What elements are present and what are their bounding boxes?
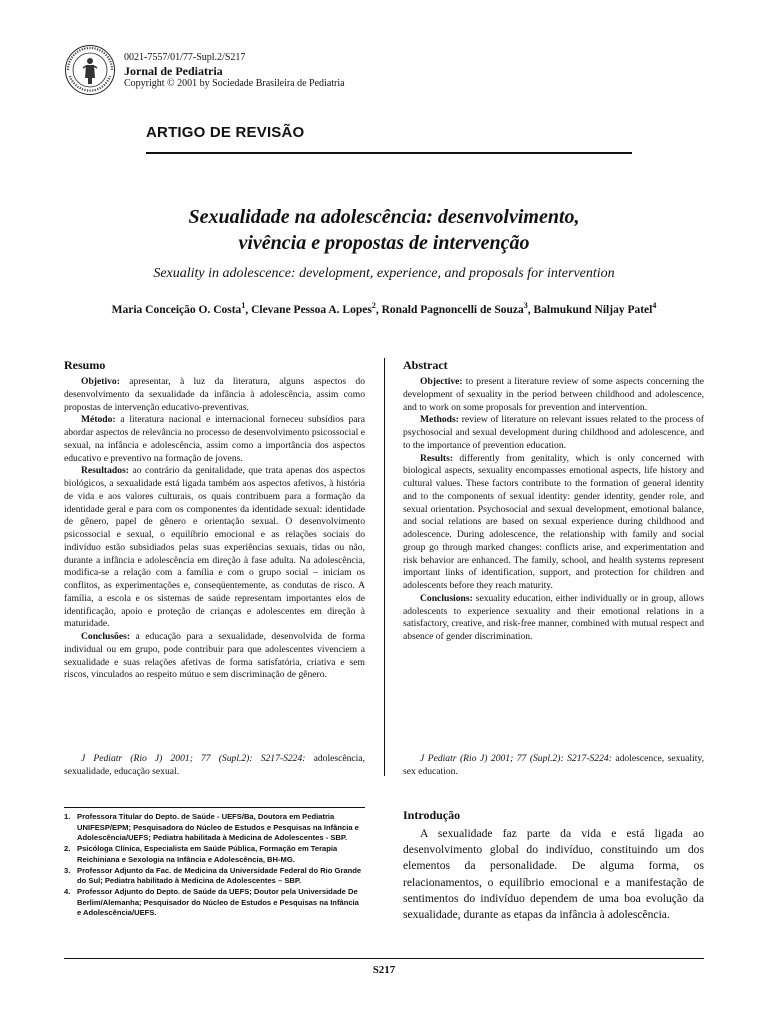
- journal-header: [124, 52, 424, 90]
- article-title-en: Sexuality in adolescence: development, experience, and proposals for intervention: [153, 266, 615, 281]
- abstract-results: [403, 453, 704, 593]
- author-affiliation-mark: 4: [652, 301, 657, 310]
- abstract-methods-label: Methods:: [420, 414, 459, 426]
- footnote-rule: [64, 807, 365, 808]
- footnote-item: [64, 844, 365, 865]
- footnote-number: 3.: [64, 865, 71, 875]
- abstract-conclusions-label: Conclusions:: [420, 592, 473, 604]
- author-list: [64, 298, 704, 318]
- abstract-conclusions-text: sexuality education, either individually or in group, allows adolescents to experience sexuality and their emotional relations in a satisfactory, creative, and risk-free manner, combined with mutual respect and absence of gender discrimination.: [403, 592, 704, 642]
- introducao-heading: Introdução: [403, 808, 461, 822]
- footnote-number: 1.: [64, 812, 71, 821]
- author-affiliation-mark: 1: [241, 301, 246, 310]
- author-separator: ,: [245, 303, 252, 316]
- introducao-text: A sexualidade faz parte da vida e está ligada ao desenvolvimento global do indivíduo, constituindo um dos elementos da personalidade. De alguma forma, os relacionamentos, o equilíbrio emocional e a manifestação de sentimentos do indivíduo dependem de uma boa evolução da sexualidade, durante as etapas da infância à adolescência.: [403, 827, 704, 922]
- footnote-number: 4.: [64, 886, 71, 896]
- abstract-methods-text: review of literature on relevant issues related to the process of psychosocial and sexual development during childhood and adolescence, and to the importance of prevention education.: [403, 414, 704, 451]
- journal-name: Jornal de Pediatria: [124, 64, 223, 78]
- footnote-item: [64, 812, 365, 844]
- resumo-metodo: [64, 414, 365, 465]
- abstract-body: [403, 376, 704, 644]
- footer-rule: [64, 958, 704, 959]
- abstract-objective-label: Objective:: [420, 376, 463, 387]
- abstract-results-label: Results:: [420, 452, 454, 464]
- author-separator: ,: [375, 303, 382, 316]
- resumo-resultados-label: Resultados:: [81, 465, 129, 477]
- page-number: S217: [372, 964, 396, 976]
- copyright: Copyright © 2001 by Sociedade Brasileira de Pediatria: [124, 78, 345, 89]
- article-title-pt: [64, 204, 704, 256]
- resumo-objetivo-text: apresentar, à luz da literatura, alguns aspectos do desenvolvimento da sexualidade da infância à adolescência, assim como propostas de intervenção educativo-preventivas.: [64, 376, 365, 413]
- section-heading: ARTIGO DE REVISÃO: [146, 124, 305, 141]
- resumo-resultados-text: ao contrário da genitalidade, que trata apenas dos aspectos biológicos, a sexualidade está ligada também aos aspectos afetivos, à história de vida e aos valores culturais, os quais contribuem para a formação da identidade geral e para com os componentes da identidade sexual: identidade de gênero, papel de gênero e orientação sexual. O desenvolvimento psicossocial e sexual, o equilíbrio emocional e as relações sociais do indivíduo estão subsidiados pelas suas experiências sexuais, tidas ou não, durante a infância e adolescência em direção à fase adulta. Na adolescência, modifica-se a relação com a família e com o grupo social – iniciam os conflitos, as experimentações e, conseqüentemente, as condutas de risco. A família, a escola e os sistemas de saúde representam importantes elos de identificação, apoio e proteção de crianças e adolescentes em direção à maturidade.: [64, 465, 365, 630]
- abstract-results-text: differently from genitality, which is only concerned with biological aspects, sexuality encompasses emotional aspects, life history and cultural values. These factors contribute to the formation of general identity and to the components of sexual identity: gender identity, gender role, and sexual orientation. Psychosocial and sexual development, emotional balance, and social relations are based on sexual experience during childhood and adolescence. During adolescence, the relationship with family and social group go through marked changes: conflicts arise, and experimentation and risk behavior are enhanced. The family, school, and health systems represent important links of identification, support, and protection for children and adolescents before they reach maturity.: [403, 452, 704, 591]
- author-name: Ronald Pagnoncelli de Souza: [381, 303, 524, 316]
- abstract-keywords: [403, 753, 704, 779]
- resumo-conclusoes-text: a educação para a sexualidade, desenvolvida de forma individual ou em grupo, pode contribuir para que adolescentes vivenciem a sexualidade e suas relações afetivas de forma satisfatória, criativa e sem riscos, vinculados ao respeito mútuo e sem discriminação de gênero.: [64, 631, 365, 681]
- footnote-item: [64, 866, 365, 887]
- abstract-citation: J Pediatr (Rio J) 2001; 77 (Supl.2): S217-S224:: [420, 753, 612, 764]
- resumo-objetivo: [64, 376, 365, 414]
- title-pt-line-1: Sexualidade na adolescência: desenvolvimento,: [188, 206, 580, 228]
- resumo-citation: J Pediatr (Rio J) 2001; 77 (Supl.2): S217-S224:: [81, 753, 306, 764]
- resumo-resultados: [64, 465, 365, 631]
- footnote-text: Professora Titular do Depto. de Saúde - UEFS/Ba, Doutora em Pediatria UNIFESP/EPM; Pesquisadora do Núcleo de Estudos e Pesquisas na Infância e Adolescência/UEFS; Pediatra habilitada à Medicina de Adolescentes - SBP.: [77, 812, 359, 843]
- author-name: Balmukund Niljay Patel: [533, 303, 653, 316]
- abstract-conclusions: [403, 593, 704, 644]
- author-name: Maria Conceição O. Costa: [111, 303, 242, 316]
- affiliation-footnotes: [64, 812, 365, 919]
- footnote-number: 2.: [64, 844, 71, 854]
- footnote-text: Professor Adjunto do Depto. de Saúde da UEFS; Doutor pela Universidade De Berlim/Alemanha; Pesquisador do Núcleo de Estudos e Pesquisas na Infância e Adolescência/UEFS.: [77, 886, 359, 918]
- author-name: Clevane Pessoa A. Lopes: [251, 303, 372, 316]
- resumo-heading: Resumo: [64, 358, 106, 372]
- resumo-metodo-text: a literatura nacional e internacional forneceu subsídios para abordar aspectos de relevância no processo de desenvolvimento psicossocial e sexual, na infância e adolescência, assim como a importância dos aspectos educativo e preventivo na formação de jovens.: [64, 414, 365, 464]
- footnote-text: Professor Adjunto da Fac. de Medicina da Universidade Federal do Rio Grande do Sul; Pediatra habilitado à Medicina de Adolescentes – SBP.: [77, 865, 362, 886]
- abstract-methods: [403, 414, 704, 452]
- society-seal-logo: [64, 44, 116, 96]
- title-pt-line-2: vivência e propostas de intervenção: [238, 232, 530, 254]
- resumo-body: [64, 376, 365, 682]
- section-rule: [146, 152, 632, 154]
- resumo-keywords: [64, 753, 365, 779]
- abstract-objective-text: to present a literature review of some aspects concerning the development of sexuality in the period between childhood and adolescence, and to work on some proposals for prevention and intervention.: [403, 376, 704, 413]
- footnote-item: [64, 887, 365, 919]
- resumo-conclusoes: [64, 631, 365, 682]
- author-affiliation-mark: 3: [523, 301, 528, 310]
- resumo-keyword-list: adolescência, sexualidade, educação sexual.: [64, 753, 365, 777]
- author-affiliation-mark: 2: [371, 301, 376, 310]
- resumo-metodo-label: Método:: [81, 414, 116, 426]
- resumo-conclusoes-label: Conclusões:: [81, 631, 131, 642]
- column-divider: [384, 358, 385, 776]
- abstract-heading: Abstract: [403, 358, 448, 372]
- issn: 0021-7557/01/77-Supl.2/S217: [124, 52, 246, 63]
- author-separator: ,: [527, 303, 534, 316]
- resumo-objetivo-label: Objetivo:: [81, 376, 120, 387]
- abstract-keyword-list: adolescence, sexuality, sex education.: [403, 753, 705, 777]
- footnote-text: Psicóloga Clínica, Especialista em Saúde Pública, Formação em Terapia Reichiniana e Sexologia na Infância e Adolescência, BH-MG.: [77, 844, 338, 864]
- abstract-objective: [403, 376, 704, 414]
